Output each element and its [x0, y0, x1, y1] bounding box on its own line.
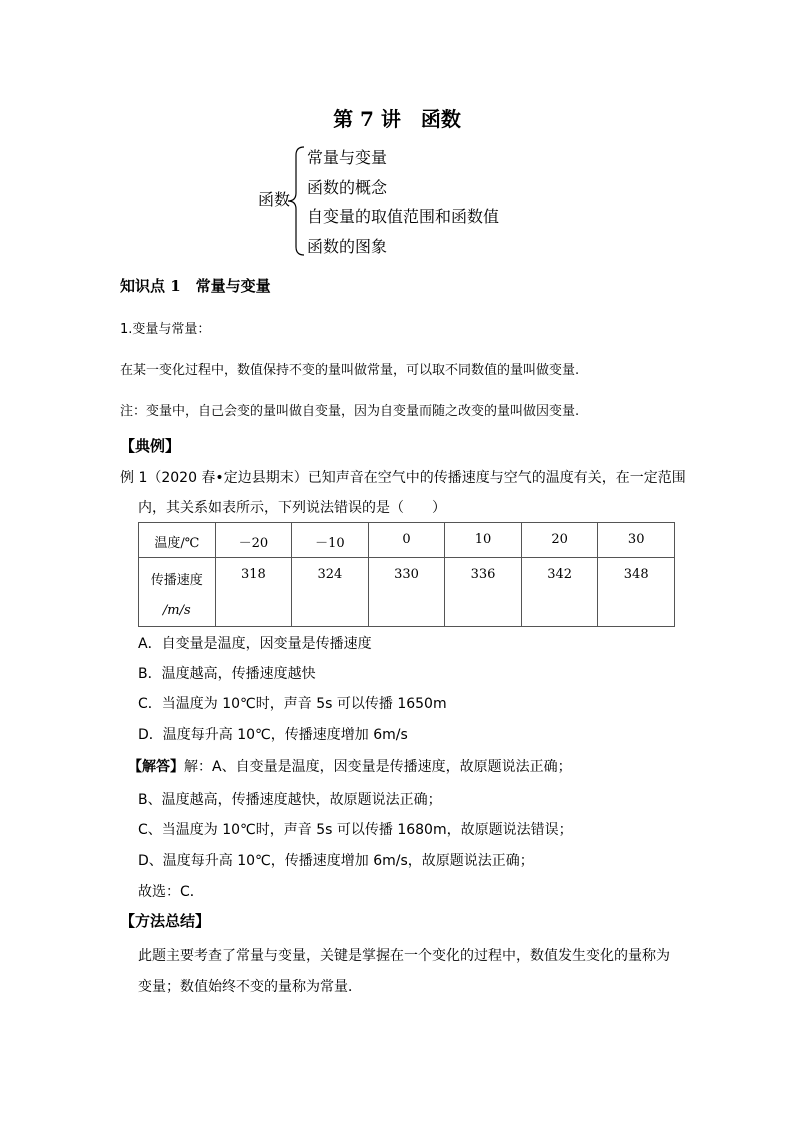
table-cell: 0 [368, 523, 445, 558]
table-cell: 30 [598, 523, 675, 558]
solution-text: 解：A、自变量是温度，因变量是传播速度，故原题说法正确； [184, 759, 572, 775]
solution-line3: C、当温度为 10℃时，声音 5s 可以传播 1680m，故原题说法错误； [138, 822, 573, 838]
table-cell: 324 [292, 558, 369, 627]
row-label-line2: /m/s [162, 603, 191, 618]
outline-label: 函数 [258, 190, 291, 209]
solution-line1 [128, 756, 572, 776]
row-label-line1: 传播速度 [150, 573, 203, 588]
outline-brace [286, 145, 306, 257]
table-cell: 330 [368, 558, 445, 627]
table-cell: 336 [445, 558, 522, 627]
outline-item-3: 自变量的取值范围和函数值 [307, 207, 500, 226]
page-title: 第 7 讲 函数 [333, 107, 461, 131]
option-d: D．温度每升高 10℃，传播速度增加 6m/s [138, 727, 408, 743]
method-heading: 【方法总结】 [120, 912, 211, 930]
definition-heading: 1.变量与常量： [120, 322, 211, 337]
table-row [139, 523, 675, 558]
table-cell: 348 [598, 558, 675, 627]
table-cell: 10 [445, 523, 522, 558]
outline-item-2: 函数的概念 [307, 178, 388, 197]
definition-note: 注：变量中，自己会变的量叫做自变量，因为自变量而随之改变的量叫做因变量. [120, 404, 580, 419]
solution-line5: 故选：C． [138, 884, 204, 900]
example-question-line1: 例 1（2020 春•定边县期末）已知声音在空气中的传播速度与空气的温度有关，在一定范围 [120, 470, 686, 486]
outline-item-1: 常量与变量 [307, 148, 388, 167]
option-b: B．温度越高，传播速度越快 [138, 666, 316, 682]
option-c: C．当温度为 10℃时，声音 5s 可以传播 1650m [138, 696, 447, 712]
method-line2: 变量；数值始终不变的量称为常量． [138, 979, 362, 995]
method-line1: 此题主要考查了常量与变量，关键是掌握在一个变化的过程中，数值发生变化的量称为 [138, 948, 670, 964]
example-question-line2: 内，其关系如表所示，下列说法错误的是（ ） [138, 500, 446, 516]
outline-item-4: 函数的图象 [307, 237, 388, 256]
solution-line2: B、温度越高，传播速度越快，故原题说法正确； [138, 792, 442, 808]
table-cell: 20 [521, 523, 598, 558]
table-cell: －20 [215, 523, 292, 558]
solution-label: 【解答】 [128, 759, 184, 775]
table-cell-label [139, 558, 216, 627]
table-cell: －10 [292, 523, 369, 558]
table-cell: 温度/℃ [139, 523, 216, 558]
knowledge-point-heading: 知识点 1 常量与变量 [120, 277, 271, 295]
table-cell: 318 [215, 558, 292, 627]
table-cell: 342 [521, 558, 598, 627]
data-table [138, 522, 675, 627]
option-a: A．自变量是温度，因变量是传播速度 [138, 636, 372, 652]
definition-body: 在某一变化过程中，数值保持不变的量叫做常量，可以取不同数值的量叫做变量. [120, 363, 580, 378]
example-heading: 【典例】 [120, 437, 181, 455]
table-row [139, 558, 675, 627]
solution-line4: D、温度每升高 10℃，传播速度增加 6m/s，故原题说法正确； [138, 853, 534, 869]
